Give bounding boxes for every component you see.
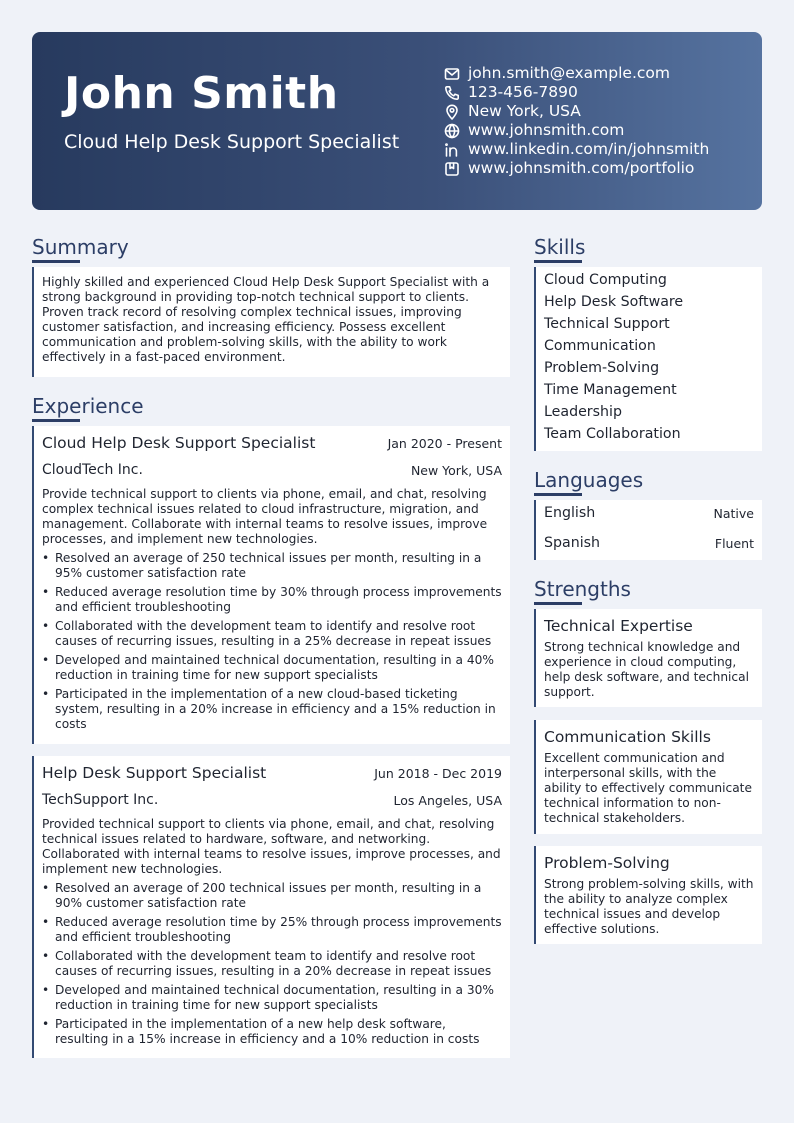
job-company: TechSupport Inc.: [42, 792, 159, 808]
skills-heading-rule: [534, 260, 582, 263]
achievement-item: • Resolved an average of 250 technical issues per month, resulting in a 95% customer satisfaction rate: [42, 551, 502, 581]
strength-title: Technical Expertise: [544, 617, 693, 635]
achievement-item: • Developed and maintained technical documentation, resulting in a 30% reduction in training time for new support specialists: [42, 983, 502, 1013]
linkedin-icon: [444, 142, 460, 158]
phone-icon: [444, 85, 460, 101]
job-achievements: [42, 551, 502, 736]
resume-header: [32, 32, 762, 210]
strength-title: Communication Skills: [544, 728, 711, 746]
job-achievements: [42, 881, 502, 1051]
achievement-item: • Developed and maintained technical documentation, resulting in a 40% reduction in training time for new support specialists: [42, 653, 502, 683]
language-name: English: [544, 505, 596, 521]
contact-linkedin[interactable]: [444, 140, 709, 159]
strength-description: Excellent communication and interpersonal skills, with the ability to effectively communicate technical information to non-technical stakeholders.: [544, 751, 752, 825]
strength-description: Strong technical knowledge and experience in cloud computing, help desk software, and technical support.: [544, 640, 749, 699]
contact-phone[interactable]: [444, 83, 709, 102]
strength-title: Problem-Solving: [544, 854, 670, 872]
skills-heading: Skills: [534, 235, 586, 259]
strengths-heading-rule: [534, 602, 582, 605]
summary-text: Highly skilled and experienced Cloud Help Desk Support Specialist with a strong background in providing top-notch technical support to clients. Proven track record of resolving complex technical issues, improving customer satisfaction, and increasing efficiency. Possess excellent communication and problem-solving skills, with the ability to work effectively in a fast-paced environment.: [42, 275, 490, 364]
globe-icon: [444, 123, 460, 139]
language-level: Fluent: [714, 536, 754, 551]
achievement-item: • Participated in the implementation of a new cloud-based ticketing system, resulting in a 20% increase in efficiency and a 15% reduction in costs: [42, 687, 502, 732]
job-title: Help Desk Support Specialist: [42, 764, 267, 782]
contact-website-text: www.johnsmith.com: [468, 121, 625, 139]
job-company: CloudTech Inc.: [42, 462, 143, 478]
summary-heading: Summary: [32, 235, 129, 259]
achievement-item: • Collaborated with the development team to identify and resolve root causes of recurring issues, resulting in a 25% decrease in repeat issues: [42, 619, 502, 649]
languages-heading-rule: [534, 493, 582, 496]
contact-portfolio[interactable]: [444, 159, 709, 178]
skill-item: Team Collaboration: [544, 426, 681, 442]
skill-item: Help Desk Software: [544, 294, 684, 310]
candidate-name: John Smith: [64, 68, 339, 119]
job-description: Provide technical support to clients via phone, email, and chat, resolving complex technical issues related to cloud infrastructure, migration, and management. Collaborate with internal teams to resolve issues, improve processes, and implement new technologies.: [42, 487, 488, 546]
languages-heading: Languages: [534, 468, 644, 492]
skill-item: Cloud Computing: [544, 272, 667, 288]
achievement-item: • Resolved an average of 200 technical issues per month, resulting in a 90% customer satisfaction rate: [42, 881, 502, 911]
achievement-item: • Reduced average resolution time by 25% through process improvements and efficient troubleshooting: [42, 915, 502, 945]
contact-portfolio-text: www.johnsmith.com/portfolio: [468, 159, 695, 177]
contact-location-text: New York, USA: [468, 102, 581, 120]
summary-heading-rule: [32, 260, 80, 263]
job-location: New York, USA: [410, 463, 502, 478]
skill-item: Leadership: [544, 404, 622, 420]
achievement-item: • Participated in the implementation of a new help desk software, resulting in a 15% increase in efficiency and a 10% reduction in costs: [42, 1017, 502, 1047]
job-location: Los Angeles, USA: [393, 793, 502, 808]
language-name: Spanish: [544, 535, 601, 551]
contact-email-text: john.smith@example.com: [468, 64, 670, 82]
experience-heading: Experience: [32, 394, 144, 418]
portfolio-icon: [444, 161, 460, 177]
contact-list: [444, 64, 709, 178]
job-description: Provided technical support to clients via phone, email, and chat, resolving technical issues related to hardware, software, and networking. Collaborated with internal teams to resolve issues, improve processes, and implement new technologies.: [42, 817, 501, 876]
achievement-item: • Collaborated with the development team to identify and resolve root causes of recurring issues, resulting in a 20% decrease in repeat issues: [42, 949, 502, 979]
skill-item: Communication: [544, 338, 656, 354]
contact-location: [444, 102, 709, 121]
location-pin-icon: [444, 104, 460, 120]
email-icon: [444, 66, 460, 82]
achievement-item: • Reduced average resolution time by 30% through process improvements and efficient troubleshooting: [42, 585, 502, 615]
candidate-title: Cloud Help Desk Support Specialist: [64, 131, 400, 153]
strength-description: Strong problem-solving skills, with the ability to analyze complex technical issues and develop effective solutions.: [544, 877, 754, 936]
contact-linkedin-text: www.linkedin.com/in/johnsmith: [468, 140, 710, 158]
skill-item: Time Management: [544, 382, 677, 398]
contact-website[interactable]: [444, 121, 709, 140]
experience-heading-rule: [32, 419, 80, 422]
contact-phone-text: 123-456-7890: [468, 83, 578, 101]
language-level: Native: [713, 506, 754, 521]
skill-item: Technical Support: [544, 316, 670, 332]
contact-email[interactable]: [444, 64, 709, 83]
skill-item: Problem-Solving: [544, 360, 660, 376]
job-dates: Jun 2018 - Dec 2019: [374, 766, 502, 781]
job-title: Cloud Help Desk Support Specialist: [42, 434, 316, 452]
strengths-heading: Strengths: [534, 577, 631, 601]
job-dates: Jan 2020 - Present: [387, 436, 502, 451]
